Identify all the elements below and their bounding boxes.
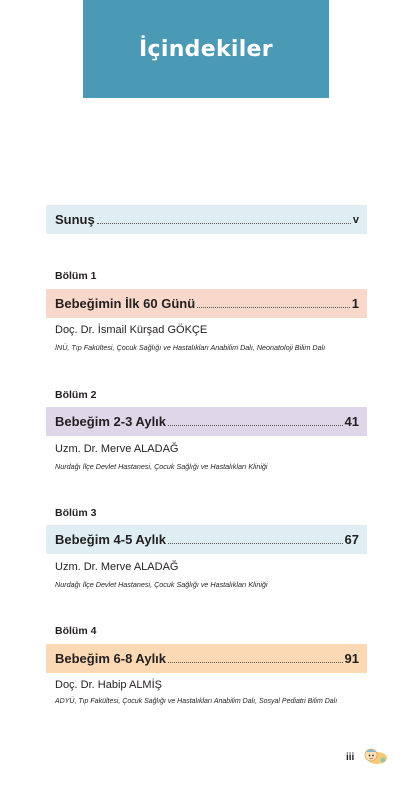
chapter-label: Bölüm 2 xyxy=(55,389,97,401)
toc-entry-page: 91 xyxy=(344,651,359,666)
toc-entry-title: Sunuş xyxy=(55,212,95,227)
dot-leader xyxy=(168,425,343,426)
chapter-author: Doç. Dr. İsmail Kürşad GÖKÇE xyxy=(55,324,208,336)
toc-entry-chapter-4[interactable] xyxy=(46,644,367,673)
dot-leader xyxy=(168,543,343,544)
chapter-affiliation: Nurdağı İlçe Devlet Hastanesi, Çocuk Sağlığı ve Hastalıkları Kliniği xyxy=(55,580,268,589)
toc-entry-page: 41 xyxy=(344,414,359,429)
dot-leader xyxy=(168,662,343,663)
chapter-label: Bölüm 3 xyxy=(55,507,97,519)
chapter-affiliation: Nurdağı İlçe Devlet Hastanesi, Çocuk Sağlığı ve Hastalıkları Kliniği xyxy=(55,462,268,471)
dot-leader xyxy=(197,307,350,308)
chapter-affiliation: İNÜ, Tıp Fakültesi, Çocuk Sağlığı ve Hastalıkları Anabilim Dalı, Neonatoloji Bilim Dalı xyxy=(55,343,326,352)
toc-entry-title: Bebeğim 6-8 Aylık xyxy=(55,651,167,666)
toc-entry-page: 1 xyxy=(351,296,359,311)
title-banner xyxy=(83,0,329,98)
chapter-author: Uzm. Dr. Merve ALADAĞ xyxy=(55,443,179,455)
chapter-label: Bölüm 4 xyxy=(55,625,97,637)
toc-entry-page: v xyxy=(352,213,359,226)
toc-entry-title: Bebeğim 4-5 Aylık xyxy=(55,532,167,547)
toc-entry-chapter-1[interactable] xyxy=(46,289,367,318)
toc-entry-sunus[interactable] xyxy=(46,205,367,234)
toc-entry-title: Bebeğimin İlk 60 Günü xyxy=(55,296,196,311)
baby-mascot-icon xyxy=(362,747,388,765)
toc-entry-title: Bebeğim 2-3 Aylık xyxy=(55,414,167,429)
chapter-author: Uzm. Dr. Merve ALADAĞ xyxy=(55,561,179,573)
chapter-author: Doç. Dr. Habip ALMİŞ xyxy=(55,679,162,691)
toc-entry-chapter-2[interactable] xyxy=(46,407,367,436)
page-title: İçindekiler xyxy=(139,36,273,62)
dot-leader xyxy=(97,223,351,224)
page-number: iii xyxy=(346,752,355,763)
chapter-label: Bölüm 1 xyxy=(55,270,97,282)
chapter-affiliation: ADYÜ, Tıp Fakültesi, Çocuk Sağlığı ve Hastalıkları Anabilim Dalı, Sosyal Pediatri Bilim Dalı xyxy=(55,698,338,705)
toc-entry-page: 67 xyxy=(344,532,359,547)
toc-entry-chapter-3[interactable] xyxy=(46,525,367,554)
